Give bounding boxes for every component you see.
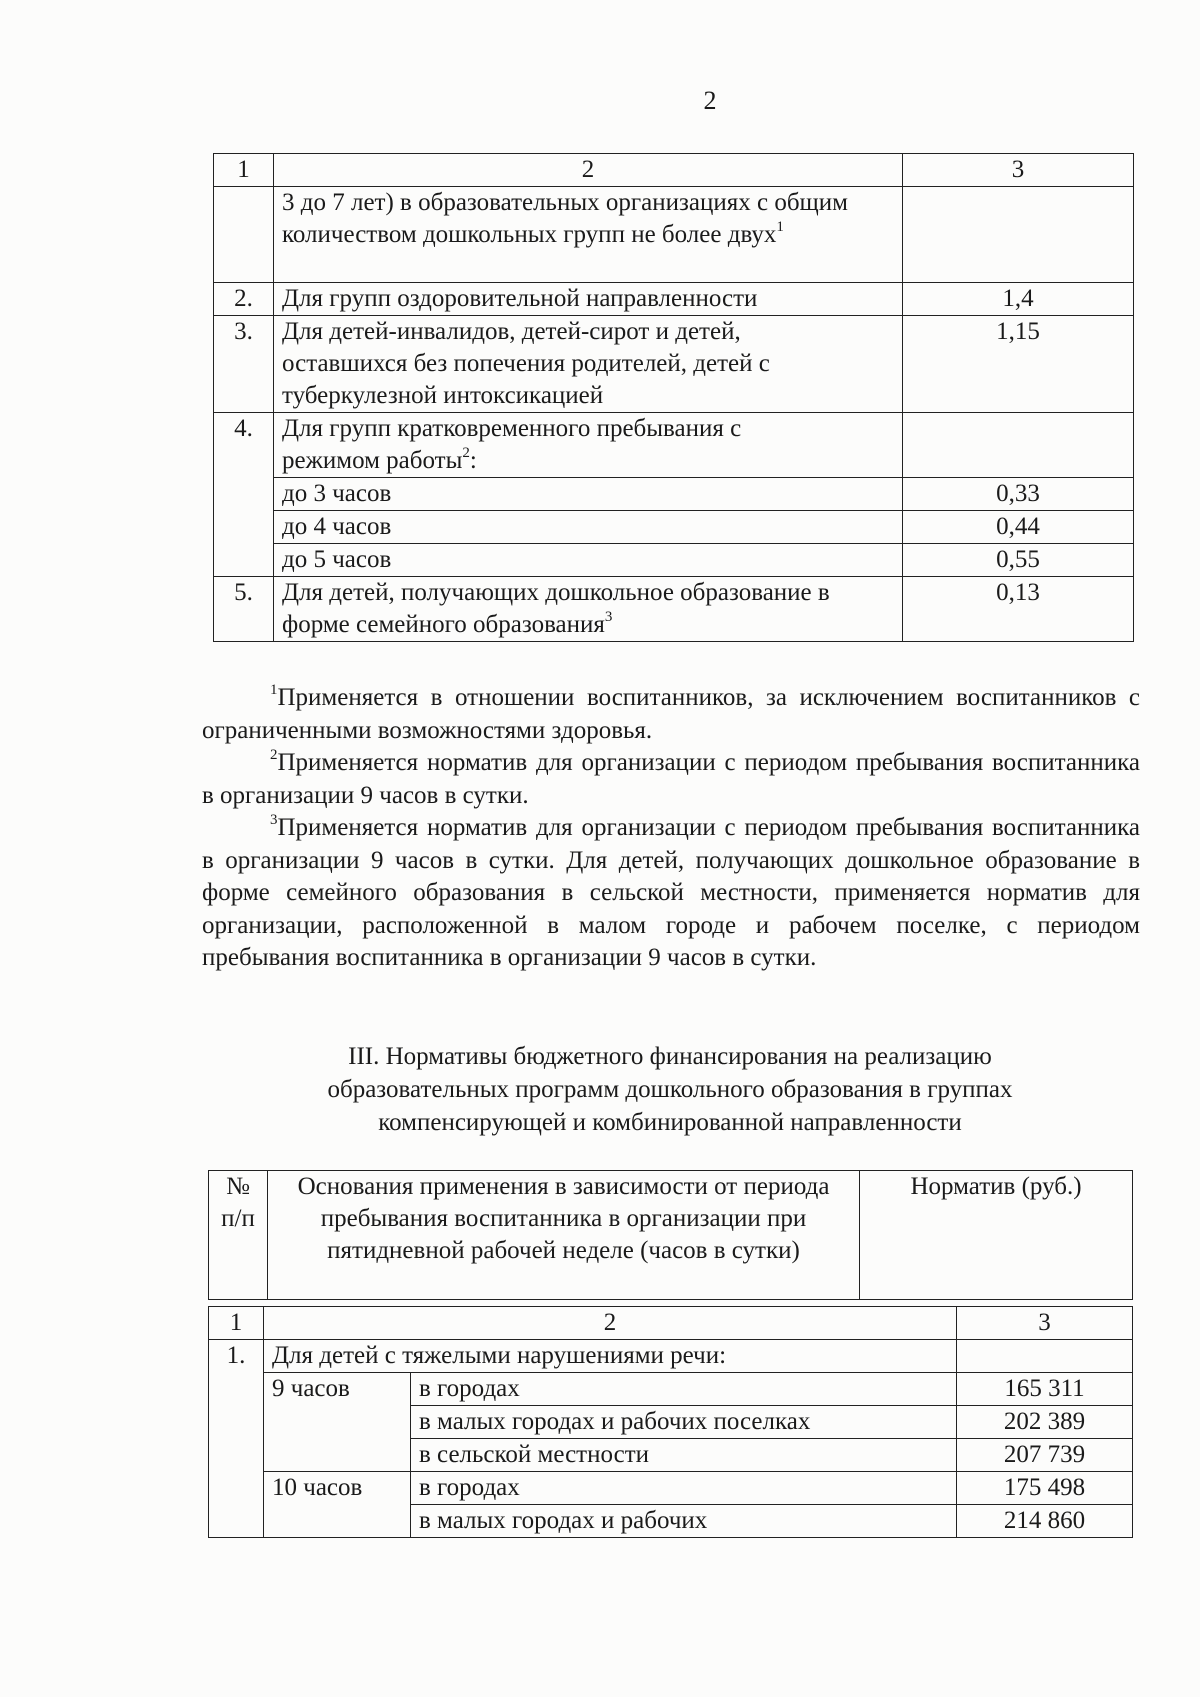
- footnote-text: Применяется норматив для организации с периодом пребывания воспитанника в организации 9 часов в сутки. Для детей, получающих дошкольное образование в форме семейного образования в сельской местности, применяется норматив для организации, расположенной в малом городе и рабочем поселке, с периодом пребывания воспитанника в организации 9 часов в сутки.: [202, 814, 1140, 971]
- footnote-text: Применяется в отношении воспитанников, за исключением воспитанников с ограниченными возможностями здоровья.: [202, 684, 1140, 744]
- table-row: [214, 544, 1134, 577]
- norm-value: 207 739: [957, 1439, 1133, 1472]
- row-number: 2.: [214, 283, 274, 316]
- row-text: Для групп оздоровительной направленности: [274, 283, 903, 316]
- table-row: [214, 478, 1134, 511]
- header-cell-norm: Норматив (руб.): [860, 1171, 1133, 1300]
- footnote-mark: 2: [462, 444, 470, 461]
- table-row: [214, 283, 1134, 316]
- footnote: [202, 747, 1140, 812]
- row-number: [214, 511, 274, 544]
- norm-value: 202 389: [957, 1406, 1133, 1439]
- row-text: Для детей с тяжелыми нарушениями речи:: [264, 1340, 957, 1373]
- row-value: 0,55: [903, 544, 1134, 577]
- table-row: [214, 511, 1134, 544]
- table-row: [209, 1505, 1133, 1538]
- row-text: до 5 часов: [274, 544, 903, 577]
- row-text: Для детей, получающих дошкольное образование в форме семейного образования$^3$: [274, 577, 903, 642]
- table-row: [214, 413, 1134, 478]
- footnote: [202, 812, 1140, 975]
- footnote-mark: 2: [270, 746, 278, 763]
- table-header-row: [209, 1171, 1133, 1300]
- header-cell: 2: [264, 1307, 957, 1340]
- coefficients-table: [213, 153, 1134, 642]
- header-cell-number: № п/п: [209, 1171, 268, 1300]
- row-value: [903, 413, 1134, 478]
- row-text: 3 до 7 лет) в образовательных организациях с общим количеством дошкольных групп не более двух$^1$: [274, 187, 903, 283]
- column-numbers-row: [209, 1307, 1133, 1340]
- norm-value: 175 498: [957, 1472, 1133, 1505]
- period-label: 9 часов: [264, 1373, 411, 1406]
- footnotes: [202, 682, 1140, 975]
- table-row: [209, 1340, 1133, 1373]
- header-cell: 1: [209, 1307, 264, 1340]
- header-cell-basis: Основания применения в зависимости от периода пребывания воспитанника в организации при пятидневной рабочей неделе (часов в сутки): [268, 1171, 860, 1300]
- table-row: [214, 316, 1134, 413]
- row-number: [214, 187, 274, 283]
- table-row: [209, 1472, 1133, 1505]
- row-value: 0,33: [903, 478, 1134, 511]
- row-value: [957, 1340, 1133, 1373]
- table-row: [209, 1439, 1133, 1472]
- footnote: [202, 682, 1140, 747]
- row-value: 1,15: [903, 316, 1134, 413]
- footnote-mark: 3: [270, 811, 278, 828]
- table-row: [214, 577, 1134, 642]
- row-text: до 3 часов: [274, 478, 903, 511]
- row-number: 5.: [214, 577, 274, 642]
- period-label: 10 часов: [264, 1472, 411, 1505]
- footnote-mark: 1: [270, 681, 278, 698]
- row-value: 0,13: [903, 577, 1134, 642]
- place-label: в сельской местности: [411, 1439, 957, 1472]
- row-number: 4.: [214, 413, 274, 478]
- row-text: до 4 часов: [274, 511, 903, 544]
- row-number: 3.: [214, 316, 274, 413]
- table-row: [209, 1373, 1133, 1406]
- row-value: [903, 187, 1134, 283]
- header-cell: 3: [957, 1307, 1133, 1340]
- place-label: в городах: [411, 1373, 957, 1406]
- table-row: [214, 187, 1134, 283]
- row-value: 1,4: [903, 283, 1134, 316]
- norms-table-header: [208, 1170, 1133, 1300]
- row-text: Для детей-инвалидов, детей-сирот и детей, оставшихся без попечения родителей, детей с туберкулезной интоксикацией: [274, 316, 903, 413]
- section-title: III. Нормативы бюджетного финансирования на реализацию образовательных программ дошкольного образования в группах компенсирующей и комбинированной направленности: [327, 1043, 1013, 1136]
- footnote-mark: 3: [604, 608, 613, 625]
- place-label: в городах: [411, 1472, 957, 1505]
- header-cell: 3: [903, 154, 1134, 187]
- table-header-row: [214, 154, 1134, 187]
- row-number: 1.: [209, 1340, 264, 1373]
- header-cell: 2: [274, 154, 903, 187]
- norm-value: 165 311: [957, 1373, 1133, 1406]
- footnote-text: Применяется норматив для организации с периодом пребывания воспитанника в организации 9 часов в сутки.: [202, 749, 1140, 809]
- norms-table: [208, 1306, 1133, 1538]
- row-number: [214, 544, 274, 577]
- row-number: [214, 478, 274, 511]
- header-cell: 1: [214, 154, 274, 187]
- place-label: в малых городах и рабочих: [411, 1505, 957, 1538]
- page-number: 2: [703, 86, 717, 115]
- table-row: [209, 1406, 1133, 1439]
- row-value: 0,44: [903, 511, 1134, 544]
- row-text: Для групп кратковременного пребывания с режимом работы$^2$:: [274, 413, 903, 478]
- norm-value: 214 860: [957, 1505, 1133, 1538]
- footnote-mark: 1: [776, 218, 784, 235]
- place-label: в малых городах и рабочих поселках: [411, 1406, 957, 1439]
